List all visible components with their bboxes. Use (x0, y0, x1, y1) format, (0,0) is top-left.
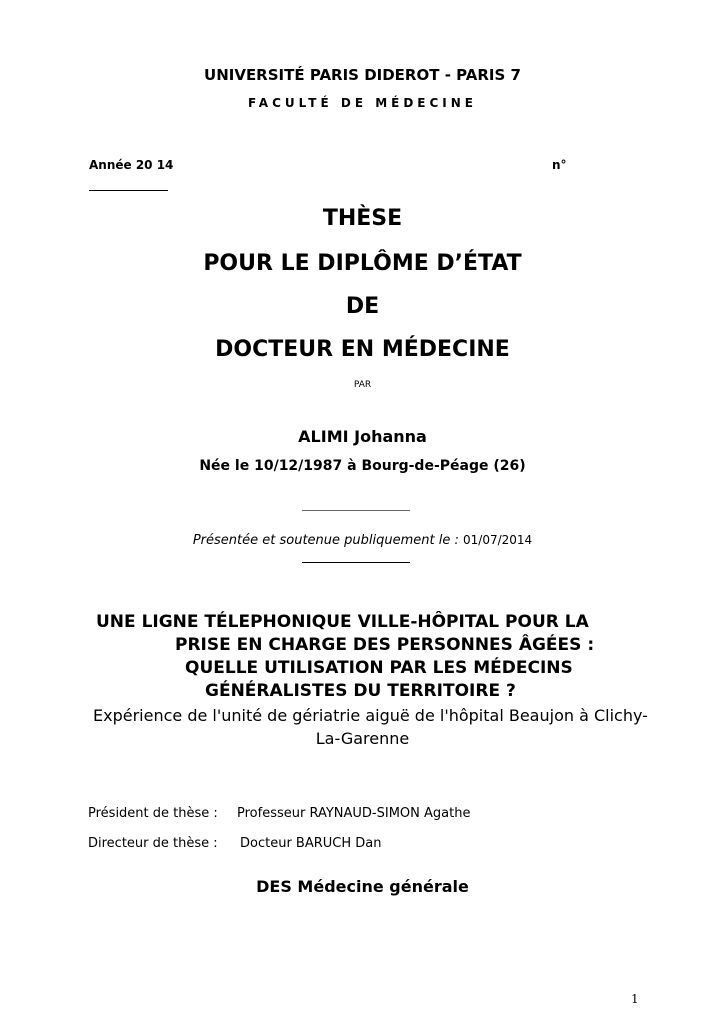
thesis-number: n° (552, 158, 567, 172)
specialty: DES Médecine générale (256, 877, 469, 896)
president-label: Président de thèse : (88, 806, 218, 821)
subject-subtitle-2: La-Garenne (315, 729, 410, 748)
title-doctor: DOCTEUR EN MÉDECINE (215, 337, 510, 362)
president-name: Professeur RAYNAUD-SIMON Agathe (237, 806, 471, 821)
director-name: Docteur BARUCH Dan (240, 836, 382, 851)
thesis-year: Année 20 14 (89, 158, 174, 172)
author-separator (302, 510, 410, 511)
title-par: PAR (353, 380, 372, 390)
title-diploma: POUR LE DIPLÔME D’ÉTAT (203, 251, 522, 276)
subject-line-4: GÉNÉRALISTES DU TERRITOIRE ? (205, 681, 516, 701)
director-label: Directeur de thèse : (88, 836, 218, 851)
subject-line-1: UNE LIGNE TÉLEPHONIQUE VILLE-HÔPITAL POUR LA (96, 612, 589, 632)
defense-label: Présentée et soutenue publiquement le : (192, 533, 459, 548)
faculty-name: FACULTÉ DE MÉDECINE (247, 96, 478, 110)
subject-subtitle-1: Expérience de l'unité de gériatrie aiguë de l'hôpital Beaujon à Clichy- (93, 706, 648, 725)
defense-underline (302, 562, 410, 563)
page-number: 1 (631, 992, 639, 1006)
defense-date: 01/07/2014 (463, 533, 533, 547)
university-name: UNIVERSITÉ PARIS DIDEROT - PARIS 7 (204, 66, 521, 84)
defense-line (0, 533, 725, 548)
title-these: THÈSE (322, 206, 403, 231)
title-de: DE (345, 294, 380, 319)
year-underline (89, 190, 168, 191)
subject-line-3: QUELLE UTILISATION PAR LES MÉDECINS (185, 658, 573, 678)
author-birth: Née le 10/12/1987 à Bourg-de-Péage (26) (199, 458, 526, 474)
author-name: ALIMI Johanna (298, 427, 427, 446)
subject-line-2: PRISE EN CHARGE DES PERSONNES ÂGÉES : (175, 635, 595, 655)
